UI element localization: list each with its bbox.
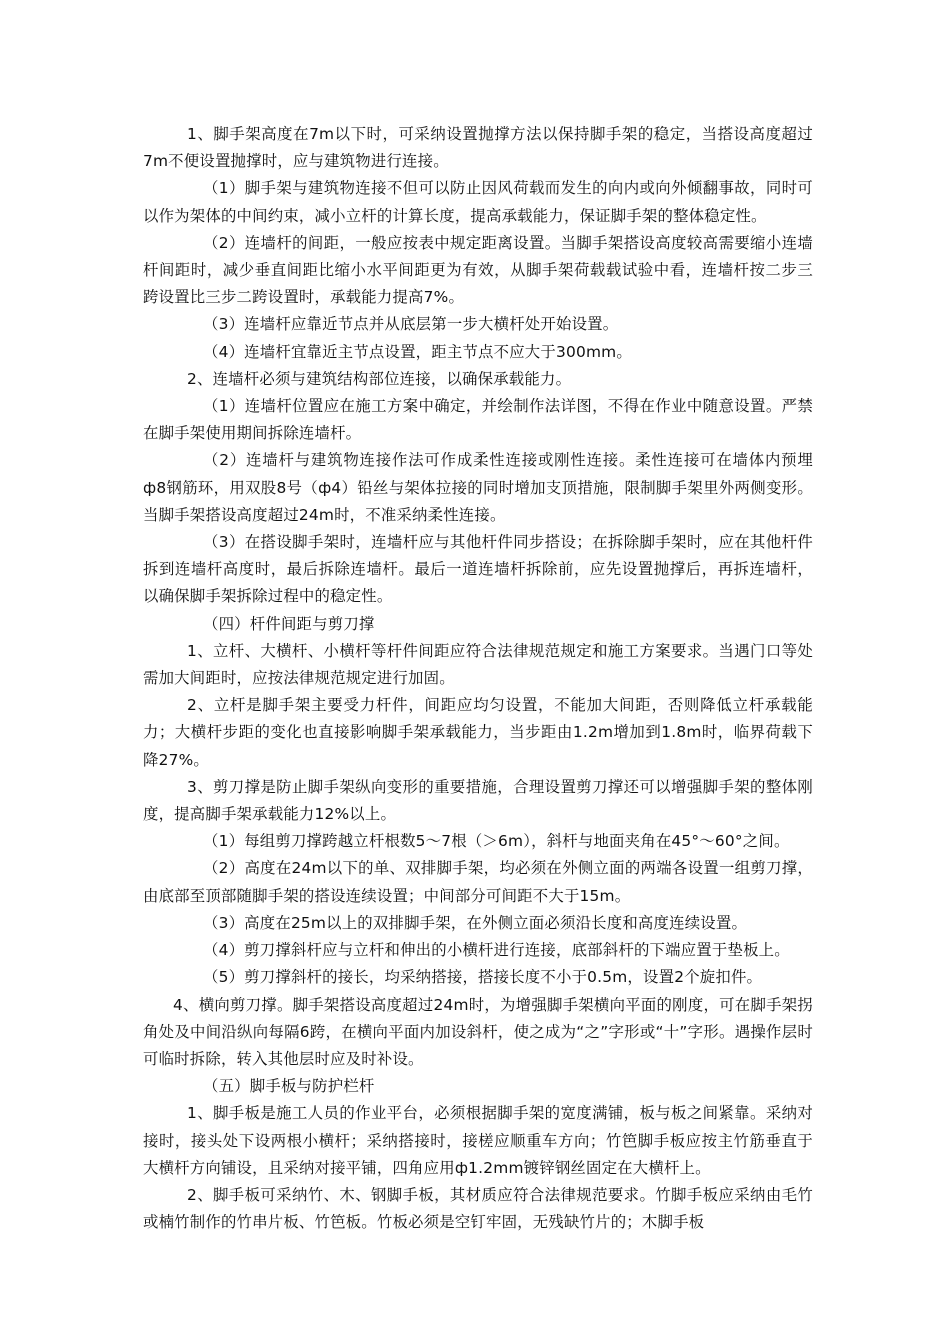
paragraph: 1、脚手架高度在7m以下时，可采纳设置抛撑方法以保持脚手架的稳定，当搭设高度超过7m不便设置抛撑时，应与建筑物进行连接。 — [143, 125, 813, 171]
paragraph: （五）脚手板与防护栏杆 — [203, 1077, 375, 1096]
paragraph: 3、剪刀撑是防止脚手架纵向变形的重要措施，合理设置剪刀撑还可以增强脚手架的整体刚度，提高脚手架承载能力12%以上。 — [143, 777, 813, 824]
paragraph: 4、横向剪刀撑。脚手架搭设高度超过24m时，为增强脚手架横向平面的刚度，可在脚手架拐角处及中间沿纵向每隔6跨，在横向平面内加设斜杆，使之成为“之”字形或“十”字形。遇操作层时可临时拆除，转入其他层时应及时补设。 — [143, 995, 813, 1068]
paragraph: （1）脚手架与建筑物连接不但可以防止因风荷载而发生的向内或向外倾翻事故，同时可以作为架体的中间约束，减小立杆的计算长度，提高承载能力，保证脚手架的整体稳定性。 — [143, 179, 813, 225]
paragraph: （4）剪刀撑斜杆应与立杆和伸出的小横杆进行连接，底部斜杆的下端应置于垫板上。 — [203, 941, 790, 960]
paragraph: （3）高度在25m以上的双排脚手架，在外侧立面必须沿长度和高度连续设置。 — [203, 913, 748, 932]
paragraph: （四）杆件间距与剪刀撑 — [203, 614, 375, 633]
paragraph: （3）连墙杆应靠近节点并从底层第一步大横杆处开始设置。 — [203, 315, 619, 334]
paragraph: （1）连墙杆位置应在施工方案中确定，并绘制作法详图，不得在作业中随意设置。严禁在脚手架使用期间拆除连墙杆。 — [143, 397, 813, 443]
paragraph: （5）剪刀撑斜杆的接长，均采纳搭接，搭接长度不小于0.5m，设置2个旋扣件。 — [203, 968, 763, 987]
paragraph: 2、立杆是脚手架主要受力杆件，间距应均匀设置，不能加大间距，否则降低立杆承载能力；大横杆步距的变化也直接影响脚手架承载能力，当步距由1.2m增加到1.8m时，临界荷载下降27%。 — [143, 696, 813, 769]
paragraph: （3）在搭设脚手架时，连墙杆应与其他杆件同步搭设；在拆除脚手架时，应在其他杆件拆到连墙杆高度时，最后拆除连墙杆。最后一道连墙杆拆除前，应先设置抛撑后，再拆连墙杆，以确保脚手架拆除过程中的稳定性。 — [143, 533, 813, 606]
paragraph: （4）连墙杆宜靠近主节点设置，距主节点不应大于300mm。 — [203, 342, 632, 361]
paragraph: （2）高度在24m以下的单、双排脚手架，均必须在外侧立面的两端各设置一组剪刀撑，由底部至顶部随脚手架的搭设连续设置；中间部分可间距不大于15m。 — [143, 859, 813, 905]
paragraph: 2、连墙杆必须与建筑结构部位连接，以确保承载能力。 — [187, 369, 572, 388]
document-body — [143, 121, 813, 1236]
paragraph: 2、脚手板可采纳竹、木、钢脚手板，其材质应符合法律规范要求。竹脚手板应采纳由毛竹或楠竹制作的竹串片板、竹笆板。竹板必须是空钉牢固，无残缺竹片的；木脚手板 — [143, 1185, 813, 1232]
paragraph: （1）每组剪刀撑跨越立杆根数5～7根（＞6m），斜杆与地面夹角在45°～60°之间。 — [203, 832, 790, 851]
paragraph: （2）连墙杆与建筑物连接作法可作成柔性连接或刚性连接。柔性连接可在墙体内预埋ф8钢筋环，用双股8号（ф4）铅丝与架体拉接的同时增加支顶措施，限制脚手架里外两侧变形。当脚手架搭设高度超过24m时，不准采纳柔性连接。 — [143, 451, 813, 524]
paragraph: （2）连墙杆的间距，一般应按表中规定距离设置。当脚手架搭设高度较高需要缩小连墙杆间距时，减少垂直间距比缩小水平间距更为有效，从脚手架荷载载试验中看，连墙杆按二步三跨设置比三步二跨设置时，承载能力提高7%。 — [143, 233, 813, 307]
paragraph: 1、脚手板是施工人员的作业平台，必须根据脚手架的宽度满铺，板与板之间紧靠。采纳对接时，接头处下设两根小横杆；采纳搭接时，接槎应顺重车方向；竹笆脚手板应按主竹筋垂直于大横杆方向铺设，且采纳对接平铺，四角应用ф1.2mm镀锌钢丝固定在大横杆上。 — [143, 1104, 813, 1177]
paragraph: 1、立杆、大横杆、小横杆等杆件间距应符合法律规范规定和施工方案要求。当遇门口等处需加大间距时，应按法律规范规定进行加固。 — [143, 641, 813, 688]
